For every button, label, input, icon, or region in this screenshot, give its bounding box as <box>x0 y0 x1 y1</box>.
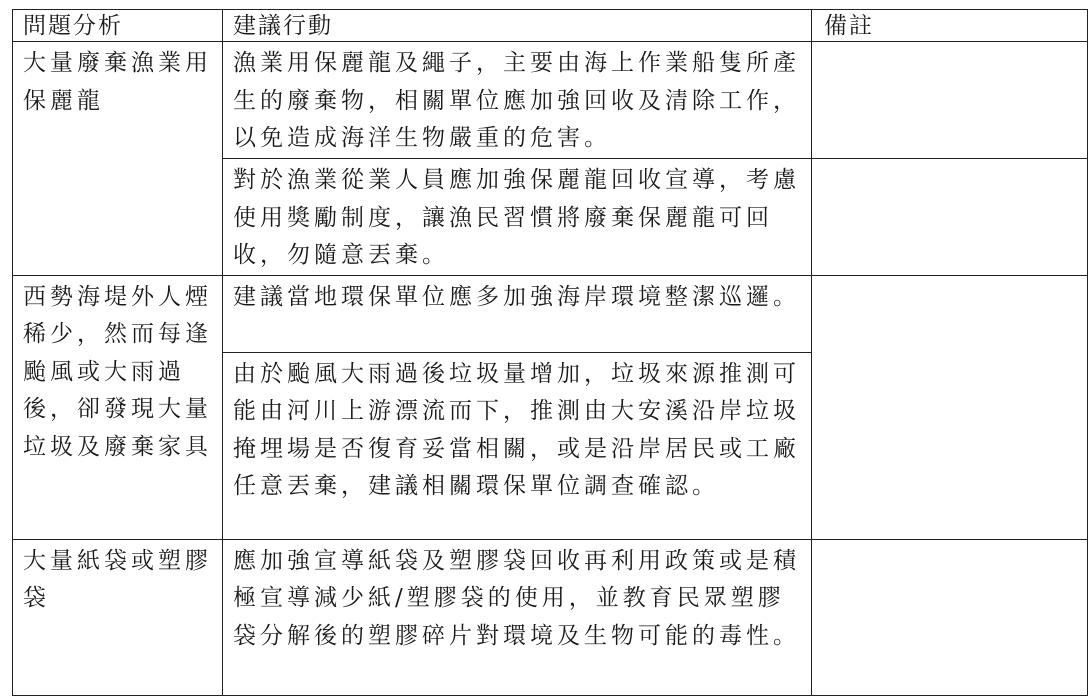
analysis-table <box>12 9 1088 696</box>
action-cell: 應加強宣導紙袋及塑膠袋回收再利用政策或是積極宣導減少紙/塑膠袋的使用，並教育民眾塑膠袋分解後的塑膠碎片對環境及生物可能的毒性。 <box>223 539 812 695</box>
action-cell: 漁業用保麗龍及繩子，主要由海上作業船隻所產生的廢棄物，相關單位應加強回收及清除工作，以免造成海洋生物嚴重的危害。 <box>223 42 812 159</box>
header-row <box>13 10 1088 42</box>
note-cell <box>812 42 1088 159</box>
table-row <box>13 42 1088 159</box>
note-cell <box>812 539 1088 695</box>
problem-cell: 西勢海堤外人煙稀少，然而每逢颱風或大雨過後，卻發現大量垃圾及廢棄家具 <box>13 275 223 539</box>
problem-cell: 大量紙袋或塑膠袋 <box>13 539 223 695</box>
header-note: 備註 <box>812 10 1088 42</box>
action-cell: 由於颱風大雨過後垃圾量增加，垃圾來源推測可能由河川上游漂流而下，推測由大安溪沿岸垃圾掩埋場是否復育妥當相關，或是沿岸居民或工廠任意丟棄，建議相關環保單位調查確認。 <box>223 352 812 539</box>
note-cell <box>812 275 1088 539</box>
header-action: 建議行動 <box>223 10 812 42</box>
problem-cell: 大量廢棄漁業用保麗龍 <box>13 42 223 276</box>
note-cell <box>812 159 1088 276</box>
header-problem: 問題分析 <box>13 10 223 42</box>
action-cell: 對於漁業從業人員應加強保麗龍回收宣導，考慮使用獎勵制度，讓漁民習慣將廢棄保麗龍可回收，勿隨意丟棄。 <box>223 159 812 276</box>
table-row <box>13 539 1088 695</box>
table-row <box>13 275 1088 352</box>
action-cell: 建議當地環保單位應多加強海岸環境整潔巡邏。 <box>223 275 812 352</box>
